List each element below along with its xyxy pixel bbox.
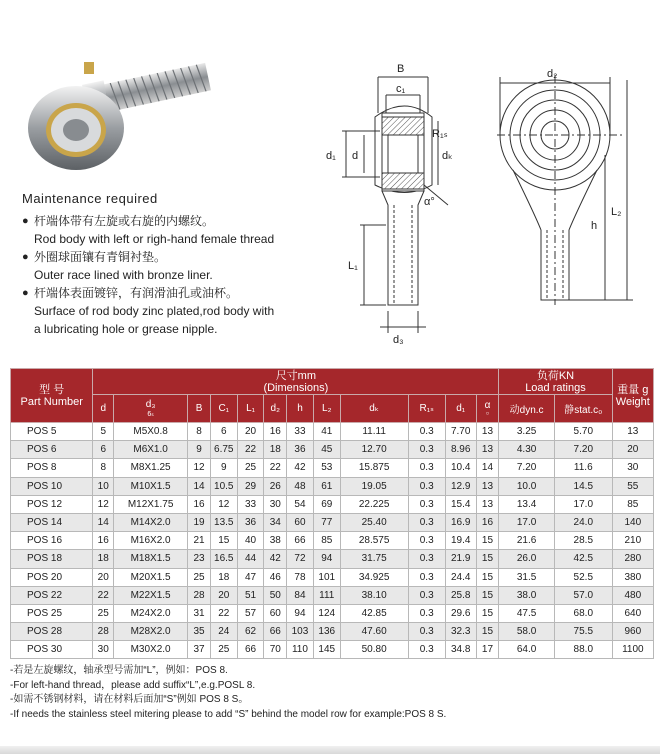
- label-alpha: α°: [424, 196, 435, 208]
- table-cell: 13: [476, 495, 499, 513]
- label-h: h: [591, 220, 598, 232]
- table-cell: 51: [237, 586, 264, 604]
- maintenance-section: [22, 190, 312, 338]
- col-L1: L₁: [237, 395, 264, 423]
- header-dimensions: 尺寸mm (Dimensions): [93, 369, 499, 395]
- table-cell: 0.3: [408, 586, 445, 604]
- table-cell: 28: [188, 586, 211, 604]
- table-cell: 17: [476, 641, 499, 659]
- table-cell: 16: [476, 513, 499, 531]
- table-row: [11, 586, 654, 604]
- table-row: [11, 641, 654, 659]
- table-cell: 0.3: [408, 459, 445, 477]
- table-cell: 25: [93, 604, 114, 622]
- table-cell: M12X1.75: [114, 495, 188, 513]
- table-cell: M5X0.8: [114, 423, 188, 441]
- table-cell: M10X1.5: [114, 477, 188, 495]
- table-cell: M18X1.5: [114, 550, 188, 568]
- table-cell: 23: [188, 550, 211, 568]
- table-cell: 28.575: [340, 532, 408, 550]
- table-cell: 66: [264, 623, 287, 641]
- table-cell: 57: [237, 604, 264, 622]
- table-cell: 13: [476, 423, 499, 441]
- table-cell: 140: [612, 513, 653, 531]
- table-cell: 0.3: [408, 532, 445, 550]
- footer-bar: [0, 746, 660, 754]
- col-d2: d₂: [264, 395, 287, 423]
- col-alpha: α ○: [476, 395, 499, 423]
- table-cell: 11.11: [340, 423, 408, 441]
- table-cell: 24.0: [554, 513, 612, 531]
- table-row: [11, 459, 654, 477]
- table-cell: 0.3: [408, 495, 445, 513]
- table-cell: 10.0: [499, 477, 555, 495]
- table-row: [11, 441, 654, 459]
- table-row: [11, 532, 654, 550]
- table-cell: 20: [612, 441, 653, 459]
- table-cell: 35: [188, 623, 211, 641]
- table-cell: 66: [287, 532, 314, 550]
- table-cell: 46: [264, 568, 287, 586]
- table-cell: 480: [612, 586, 653, 604]
- table-cell: 28: [93, 623, 114, 641]
- bullet-icon: ●: [22, 287, 29, 299]
- table-cell: 0.3: [408, 641, 445, 659]
- note-line: -若是左旋螺纹，轴承型号需加“L”，例如：POS 8.: [10, 665, 228, 676]
- table-row: [11, 623, 654, 641]
- table-cell: 18: [93, 550, 114, 568]
- table-cell: 5.70: [554, 423, 612, 441]
- label-d: d: [352, 150, 359, 162]
- table-cell: 44: [237, 550, 264, 568]
- table-cell: 8: [188, 423, 211, 441]
- table-cell: 25: [210, 641, 237, 659]
- table-cell: 19.4: [445, 532, 476, 550]
- table-cell: 15: [476, 568, 499, 586]
- table-cell: 24: [210, 623, 237, 641]
- table-cell: 32.3: [445, 623, 476, 641]
- table-row: [11, 495, 654, 513]
- table-cell: 640: [612, 604, 653, 622]
- table-cell: 15.875: [340, 459, 408, 477]
- table-cell: 6: [210, 423, 237, 441]
- table-cell: 22: [264, 459, 287, 477]
- table-cell: 57.0: [554, 586, 612, 604]
- table-cell: 12.9: [445, 477, 476, 495]
- table-cell: M16X2.0: [114, 532, 188, 550]
- table-cell: 13: [476, 477, 499, 495]
- table-row: [11, 568, 654, 586]
- table-cell: 19: [188, 513, 211, 531]
- table-cell: 16.9: [445, 513, 476, 531]
- table-cell: 20: [93, 568, 114, 586]
- table-cell: 31: [188, 604, 211, 622]
- table-cell: 0.3: [408, 423, 445, 441]
- table-cell: 26: [264, 477, 287, 495]
- table-cell: 38.0: [499, 586, 555, 604]
- table-cell: 66: [237, 641, 264, 659]
- table-cell: 25.40: [340, 513, 408, 531]
- bullet-icon: ●: [22, 251, 29, 263]
- table-cell: 50: [264, 586, 287, 604]
- table-cell: 136: [313, 623, 340, 641]
- table-cell: 42: [264, 550, 287, 568]
- table-cell: 14: [93, 513, 114, 531]
- table-cell: 9: [188, 441, 211, 459]
- table-cell: 280: [612, 550, 653, 568]
- table-cell: 4.30: [499, 441, 555, 459]
- table-cell: 13: [476, 441, 499, 459]
- col-stat: 静stat.c₀: [554, 395, 612, 423]
- table-cell: 36: [287, 441, 314, 459]
- table-cell: 110: [287, 641, 314, 659]
- table-cell: 0.3: [408, 441, 445, 459]
- table-cell: 26.0: [499, 550, 555, 568]
- table-row: [11, 550, 654, 568]
- header-part-number: 型 号 Part Number: [11, 369, 93, 423]
- table-cell: 5: [93, 423, 114, 441]
- table-cell: 25: [237, 459, 264, 477]
- table-cell: 30: [612, 459, 653, 477]
- label-dk: dₖ: [442, 150, 453, 162]
- table-cell: 45: [313, 441, 340, 459]
- note-line: -For left-hand thread，please add suffix“L”,e.g.POSL 8.: [10, 679, 256, 691]
- maintenance-item-en: Rod body with left or righ-hand female thread: [34, 232, 275, 246]
- table-cell: 52.5: [554, 568, 612, 586]
- table-cell: 14: [188, 477, 211, 495]
- table-cell: 12: [210, 495, 237, 513]
- table-cell: 145: [313, 641, 340, 659]
- label-B: B: [397, 63, 405, 75]
- table-cell: 30: [93, 641, 114, 659]
- table-cell: 10.5: [210, 477, 237, 495]
- table-cell: 64.0: [499, 641, 555, 659]
- maintenance-item-en: Outer race lined with bronze liner.: [34, 268, 213, 282]
- part-number-cell: POS 10: [11, 477, 93, 495]
- table-cell: 22: [210, 604, 237, 622]
- table-cell: 47: [237, 568, 264, 586]
- table-cell: 13.5: [210, 513, 237, 531]
- table-cell: 1100: [612, 641, 653, 659]
- table-cell: 8: [93, 459, 114, 477]
- table-cell: 0.3: [408, 623, 445, 641]
- table-cell: 11.6: [554, 459, 612, 477]
- table-cell: 12.70: [340, 441, 408, 459]
- col-L2: L₂: [313, 395, 340, 423]
- table-cell: 9: [210, 459, 237, 477]
- maintenance-item-en: a lubricating hole or grease nipple.: [34, 322, 218, 336]
- table-cell: M28X2.0: [114, 623, 188, 641]
- table-cell: 29: [237, 477, 264, 495]
- spec-table: [10, 368, 654, 659]
- table-cell: 53: [313, 459, 340, 477]
- table-cell: 68.0: [554, 604, 612, 622]
- table-cell: 16: [264, 423, 287, 441]
- table-cell: 33: [237, 495, 264, 513]
- note-line: -If needs the stainless steel mitering please to add “S” behind the model row for example:POS 8 S.: [10, 708, 447, 720]
- table-cell: 47.5: [499, 604, 555, 622]
- table-cell: 3.25: [499, 423, 555, 441]
- table-cell: 0.3: [408, 513, 445, 531]
- table-cell: M30X2.0: [114, 641, 188, 659]
- table-cell: 34: [264, 513, 287, 531]
- table-cell: 18: [264, 441, 287, 459]
- table-cell: 34.925: [340, 568, 408, 586]
- table-cell: M8X1.25: [114, 459, 188, 477]
- table-row: [11, 423, 654, 441]
- maintenance-item-zh: 外圈球面镶有青铜衬垫。: [34, 250, 167, 264]
- table-cell: 0.3: [408, 550, 445, 568]
- col-dk: dₖ: [340, 395, 408, 423]
- part-number-cell: POS 18: [11, 550, 93, 568]
- table-cell: 29.6: [445, 604, 476, 622]
- table-cell: 0.3: [408, 477, 445, 495]
- table-cell: 34.8: [445, 641, 476, 659]
- table-cell: 960: [612, 623, 653, 641]
- table-cell: 75.5: [554, 623, 612, 641]
- part-number-cell: POS 5: [11, 423, 93, 441]
- rod-end-photo: [18, 40, 218, 180]
- table-cell: 42: [287, 459, 314, 477]
- table-cell: 6: [93, 441, 114, 459]
- part-number-cell: POS 14: [11, 513, 93, 531]
- table-row: [11, 477, 654, 495]
- table-cell: 22.225: [340, 495, 408, 513]
- table-cell: 10.4: [445, 459, 476, 477]
- table-cell: 0.3: [408, 568, 445, 586]
- table-cell: 58.0: [499, 623, 555, 641]
- label-R1s: R₁ₛ: [432, 128, 448, 140]
- part-number-cell: POS 6: [11, 441, 93, 459]
- col-R1s: R₁ₛ: [408, 395, 445, 423]
- part-number-cell: POS 8: [11, 459, 93, 477]
- table-cell: 69: [313, 495, 340, 513]
- table-cell: 72: [287, 550, 314, 568]
- table-cell: 21.6: [499, 532, 555, 550]
- table-cell: 13.4: [499, 495, 555, 513]
- table-cell: 20: [210, 586, 237, 604]
- table-cell: 77: [313, 513, 340, 531]
- table-cell: 31.5: [499, 568, 555, 586]
- col-h: h: [287, 395, 314, 423]
- table-cell: 15: [476, 532, 499, 550]
- table-cell: 94: [287, 604, 314, 622]
- table-cell: 37: [188, 641, 211, 659]
- table-cell: 380: [612, 568, 653, 586]
- maintenance-item-zh: 杆端体表面镀锌，有润滑油孔或油杯。: [34, 286, 239, 300]
- table-cell: 13: [612, 423, 653, 441]
- table-cell: 15: [210, 532, 237, 550]
- part-number-cell: POS 25: [11, 604, 93, 622]
- table-cell: 8.96: [445, 441, 476, 459]
- table-cell: 124: [313, 604, 340, 622]
- table-cell: 62: [237, 623, 264, 641]
- part-number-cell: POS 30: [11, 641, 93, 659]
- table-cell: M22X1.5: [114, 586, 188, 604]
- label-d2: d₂: [547, 68, 558, 80]
- table-cell: 48: [287, 477, 314, 495]
- table-cell: 38: [264, 532, 287, 550]
- table-cell: M20X1.5: [114, 568, 188, 586]
- part-number-cell: POS 22: [11, 586, 93, 604]
- table-cell: 14: [476, 459, 499, 477]
- header-load-ratings: 负荷KN Load ratings: [499, 369, 612, 395]
- table-cell: 210: [612, 532, 653, 550]
- maintenance-item-zh: 杆端体带有左旋或右旋的内螺纹。: [34, 214, 215, 228]
- table-cell: 15: [476, 586, 499, 604]
- table-cell: 15.4: [445, 495, 476, 513]
- label-d3: d₃: [393, 334, 404, 345]
- table-cell: 60: [264, 604, 287, 622]
- table-cell: 12: [188, 459, 211, 477]
- table-cell: 30: [264, 495, 287, 513]
- label-L2: L₂: [611, 206, 622, 218]
- note-line: -如需不锈钢材料，请在材料后面加“S”例如 POS 8 S。: [10, 694, 249, 705]
- maintenance-item-en: Surface of rod body zinc plated,rod body with: [34, 304, 275, 318]
- table-cell: 17.0: [499, 513, 555, 531]
- table-cell: 88.0: [554, 641, 612, 659]
- table-cell: 21: [188, 532, 211, 550]
- table-cell: 50.80: [340, 641, 408, 659]
- table-cell: M14X2.0: [114, 513, 188, 531]
- table-cell: 12: [93, 495, 114, 513]
- part-number-cell: POS 16: [11, 532, 93, 550]
- table-cell: 101: [313, 568, 340, 586]
- table-cell: 111: [313, 586, 340, 604]
- table-cell: 24.4: [445, 568, 476, 586]
- part-number-cell: POS 12: [11, 495, 93, 513]
- part-number-cell: POS 20: [11, 568, 93, 586]
- table-cell: 21.9: [445, 550, 476, 568]
- maintenance-title: Maintenance required: [22, 191, 158, 206]
- table-cell: 16: [93, 532, 114, 550]
- table-cell: 31.75: [340, 550, 408, 568]
- label-d1: d₁: [326, 150, 336, 162]
- table-cell: 85: [313, 532, 340, 550]
- table-cell: 22: [93, 586, 114, 604]
- table-row: [11, 513, 654, 531]
- table-cell: 15: [476, 550, 499, 568]
- table-cell: 0.3: [408, 604, 445, 622]
- table-cell: 6.75: [210, 441, 237, 459]
- table-cell: 70: [264, 641, 287, 659]
- bullet-icon: ●: [22, 215, 29, 227]
- label-c1: c₁: [396, 83, 406, 95]
- col-d3: d₃ 6ₛ: [114, 395, 188, 423]
- table-cell: 38.10: [340, 586, 408, 604]
- table-cell: 7.20: [554, 441, 612, 459]
- table-cell: 16.5: [210, 550, 237, 568]
- table-cell: 78: [287, 568, 314, 586]
- table-cell: 33: [287, 423, 314, 441]
- table-cell: 25: [188, 568, 211, 586]
- table-cell: 14.5: [554, 477, 612, 495]
- table-cell: 60: [287, 513, 314, 531]
- table-cell: 41: [313, 423, 340, 441]
- table-cell: 40: [237, 532, 264, 550]
- table-cell: 25.8: [445, 586, 476, 604]
- table-cell: 7.70: [445, 423, 476, 441]
- table-cell: 16: [188, 495, 211, 513]
- col-d: d: [93, 395, 114, 423]
- col-B: B: [188, 395, 211, 423]
- table-cell: 94: [313, 550, 340, 568]
- col-dyn: 动dyn.c: [499, 395, 555, 423]
- front-drawing: [485, 55, 645, 315]
- section-drawing: [320, 55, 480, 345]
- table-cell: 15: [476, 604, 499, 622]
- table-cell: 20: [237, 423, 264, 441]
- col-d1: d₁: [445, 395, 476, 423]
- table-cell: 17.0: [554, 495, 612, 513]
- col-C1: C₁: [210, 395, 237, 423]
- table-cell: 103: [287, 623, 314, 641]
- table-cell: 54: [287, 495, 314, 513]
- table-row: [11, 604, 654, 622]
- table-cell: 15: [476, 623, 499, 641]
- table-cell: 28.5: [554, 532, 612, 550]
- table-cell: M24X2.0: [114, 604, 188, 622]
- table-cell: 18: [210, 568, 237, 586]
- notes: [10, 664, 446, 722]
- table-cell: 10: [93, 477, 114, 495]
- table-cell: 85: [612, 495, 653, 513]
- table-cell: 36: [237, 513, 264, 531]
- table-cell: 61: [313, 477, 340, 495]
- label-L1: L₁: [348, 260, 358, 272]
- table-cell: 84: [287, 586, 314, 604]
- header-weight: 重量 g Weight: [612, 369, 653, 423]
- table-cell: 22: [237, 441, 264, 459]
- table-cell: 42.5: [554, 550, 612, 568]
- table-cell: 19.05: [340, 477, 408, 495]
- table-cell: 42.85: [340, 604, 408, 622]
- table-cell: 55: [612, 477, 653, 495]
- part-number-cell: POS 28: [11, 623, 93, 641]
- table-cell: 47.60: [340, 623, 408, 641]
- table-cell: 7.20: [499, 459, 555, 477]
- table-cell: M6X1.0: [114, 441, 188, 459]
